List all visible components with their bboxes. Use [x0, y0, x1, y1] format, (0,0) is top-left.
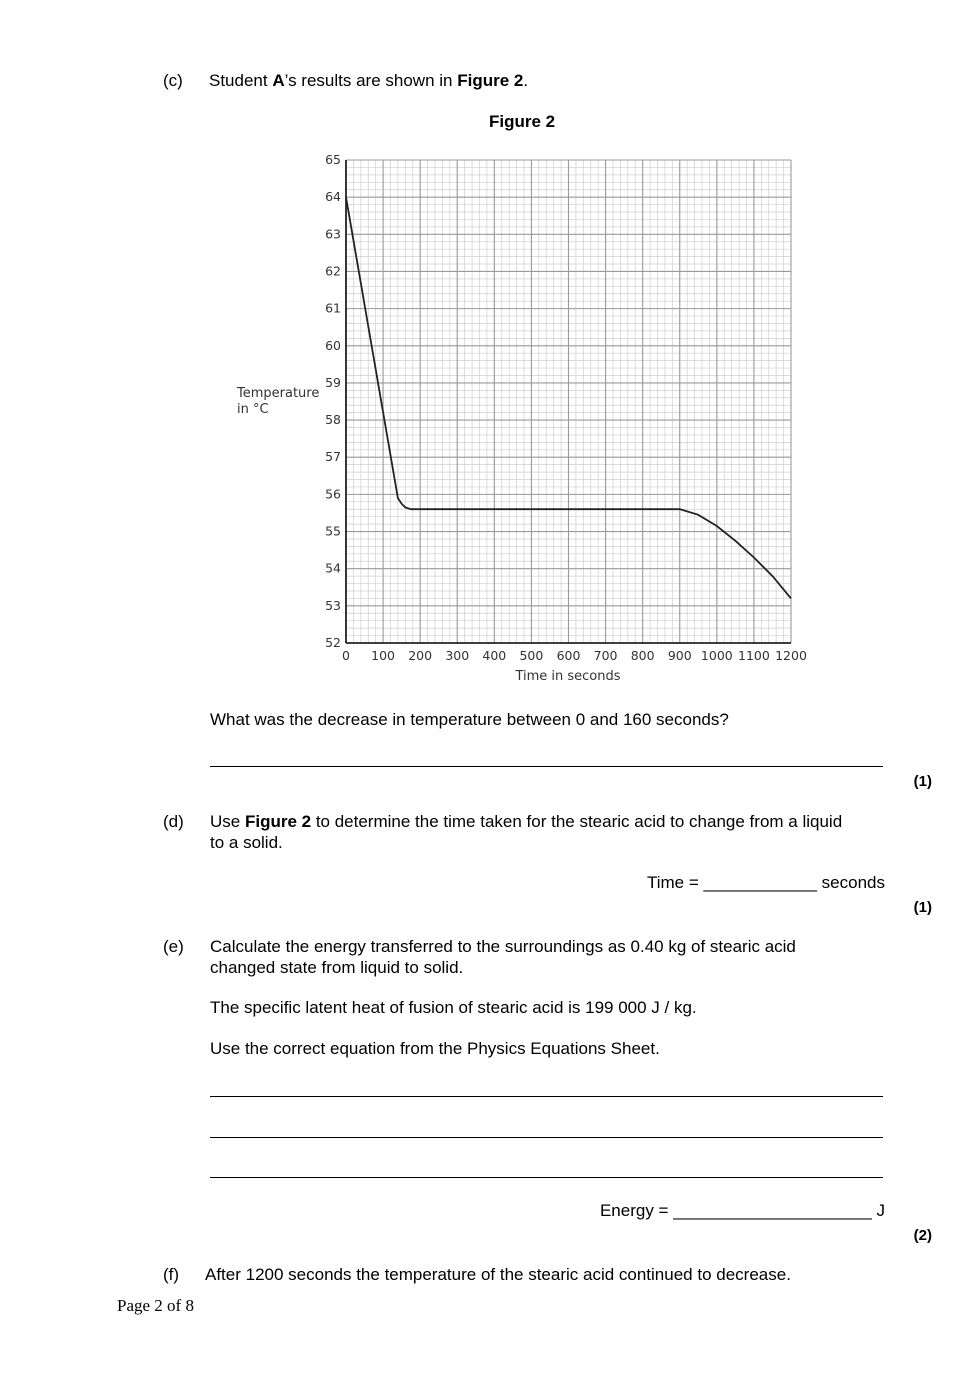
figure-ref: Figure 2 — [457, 71, 524, 90]
x-tick-label: 800 — [630, 648, 655, 663]
energy-answer-unit: J — [871, 1201, 885, 1220]
part-d-text-post: to determine the time taken for the stearic acid to change from a liquid — [311, 812, 843, 831]
y-tick-label: 61 — [325, 300, 341, 316]
part-d-text-pre: Use — [210, 812, 245, 831]
part-e-info: The specific latent heat of fusion of stearic acid is 199 000 J / kg. — [210, 998, 697, 1017]
y-tick-label: 53 — [325, 597, 341, 613]
x-tick-label: 100 — [371, 648, 396, 663]
energy-answer-blank[interactable]: _____________________ — [673, 1201, 872, 1220]
x-tick-labels — [342, 648, 807, 663]
part-d-text — [210, 812, 842, 832]
part-f-label: (f) — [163, 1265, 180, 1284]
y-axis-label-line2: in °C — [237, 402, 269, 417]
y-tick-label: 64 — [325, 189, 341, 205]
page-number: Page 2 of 8 — [117, 1296, 194, 1315]
part-e-text-line1: Calculate the energy transferred to the surroundings as 0.40 kg of stearic acid — [210, 937, 796, 956]
y-tick-label: 65 — [325, 152, 341, 167]
x-axis-label: Time in seconds — [515, 669, 621, 684]
time-answer-unit: seconds — [816, 873, 885, 892]
y-tick-label: 57 — [325, 449, 341, 465]
part-d-label: (d) — [163, 812, 184, 831]
y-tick-label: 58 — [325, 412, 341, 428]
part-f-text: After 1200 seconds the temperature of the stearic acid continued to decrease. — [205, 1265, 791, 1284]
part-c-text-pre: Student — [209, 71, 273, 90]
energy-answer — [600, 1201, 885, 1221]
x-tick-label: 300 — [445, 648, 470, 663]
x-tick-label: 1100 — [738, 648, 770, 663]
marks-d: (1) — [913, 899, 932, 916]
y-tick-label: 54 — [325, 560, 341, 576]
working-line-2[interactable] — [210, 1137, 883, 1138]
figure-ref-d: Figure 2 — [244, 812, 312, 831]
time-answer-prefix: Time = — [646, 873, 704, 892]
y-tick-label: 62 — [325, 263, 341, 279]
x-tick-label: 400 — [482, 648, 507, 663]
y-tick-label: 52 — [325, 635, 341, 650]
part-c-text — [209, 71, 528, 91]
y-tick-label: 60 — [325, 337, 341, 353]
part-d-text-line2: to a solid. — [210, 833, 283, 852]
energy-answer-prefix: Energy = — [599, 1201, 674, 1220]
time-answer-blank[interactable]: ____________ — [703, 873, 817, 892]
x-tick-label: 1000 — [700, 648, 733, 663]
x-tick-label: 0 — [342, 648, 350, 663]
marks-c: (1) — [913, 773, 932, 790]
working-line-1[interactable] — [210, 1096, 883, 1097]
part-c-question: What was the decrease in temperature between 0 and 160 seconds? — [210, 710, 729, 729]
part-e-text-line2: changed state from liquid to solid. — [210, 958, 464, 977]
working-line-3[interactable] — [210, 1177, 883, 1178]
x-tick-label: 500 — [519, 648, 544, 663]
x-tick-label: 200 — [408, 648, 433, 663]
marks-e: (2) — [913, 1227, 932, 1244]
part-e-instruction: Use the correct equation from the Physics Equations Sheet. — [210, 1039, 660, 1058]
y-tick-label: 63 — [325, 226, 341, 242]
part-c-label: (c) — [163, 71, 183, 90]
part-e-label: (e) — [163, 937, 184, 956]
part-c-text-mid: ’s results are shown in — [284, 71, 458, 90]
y-tick-label: 55 — [325, 523, 341, 539]
x-tick-label: 900 — [667, 648, 692, 663]
part-c-text-post: . — [523, 71, 529, 90]
figure-2-chart — [230, 148, 830, 693]
time-answer — [647, 873, 885, 893]
y-tick-labels — [325, 152, 341, 650]
figure-title: Figure 2 — [489, 112, 556, 131]
y-tick-label: 56 — [325, 486, 341, 502]
x-tick-label: 600 — [556, 648, 581, 663]
answer-line-c[interactable] — [210, 766, 883, 767]
y-axis-label-line1: Temperature — [237, 386, 320, 401]
x-tick-label: 700 — [593, 648, 618, 663]
y-tick-label: 59 — [325, 374, 341, 390]
student-a: A — [272, 71, 285, 90]
x-tick-label: 1200 — [775, 648, 807, 663]
